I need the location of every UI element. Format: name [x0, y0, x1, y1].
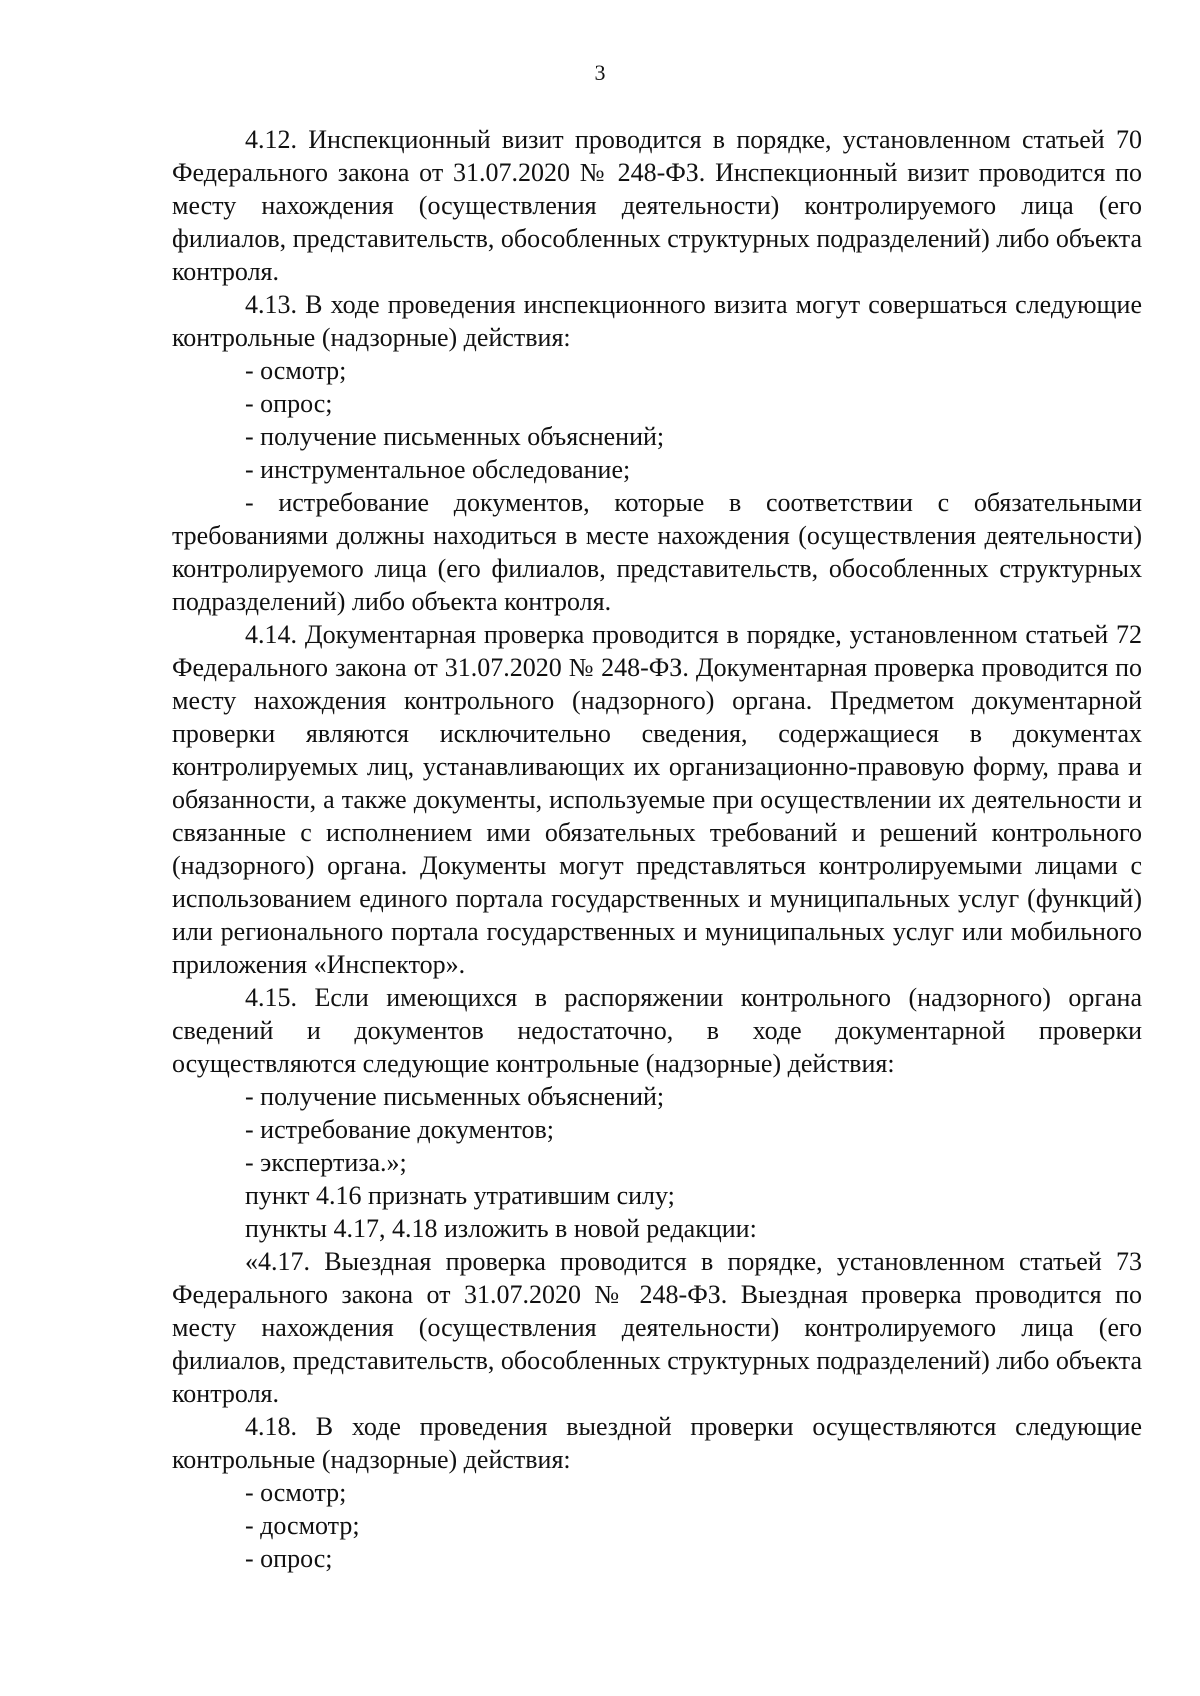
document-body	[172, 123, 1142, 1575]
list-item: - получение письменных объяснений;	[245, 1082, 665, 1111]
list-item: - опрос;	[245, 1544, 333, 1573]
list-item: - осмотр;	[245, 1478, 347, 1507]
list-item: - истребование документов;	[245, 1115, 554, 1144]
paragraph-4-13: 4.13. В ходе проведения инспекционного визита могут совершаться следующие контрольные (надзорные) действия:	[172, 290, 1142, 352]
paragraph-4-15: 4.15. Если имеющихся в распоряжении контрольного (надзорного) органа сведений и документов недостаточно, в ходе документарной проверки осуществляются следующие контрольные (надзорные) действия:	[172, 983, 1142, 1078]
paragraph-4-18: 4.18. В ходе проведения выездной проверки осуществляются следующие контрольные (надзорные) действия:	[172, 1412, 1142, 1474]
list-item: - досмотр;	[245, 1511, 360, 1540]
amendment-line: пункт 4.16 признать утратившим силу;	[245, 1181, 675, 1210]
paragraph-4-17: «4.17. Выездная проверка проводится в порядке, установленном статьей 73 Федерального закона от 31.07.2020 № 248-ФЗ. Выездная проверка проводится по месту нахождения (осуществления деятельности) контролируемого лица (его филиалов, представительств, обособленных структурных подразделений) либо объекта контроля.	[172, 1247, 1142, 1408]
list-item: - осмотр;	[245, 356, 347, 385]
list-item: - получение письменных объяснений;	[245, 422, 665, 451]
list-item-documents-request: - истребование документов, которые в соответствии с обязательными требованиями должны находиться в месте нахождения (осуществления деятельности) контролируемого лица (его филиалов, представительств, обособленных структурных подразделений) либо объекта контроля.	[172, 488, 1142, 616]
paragraph-4-12: 4.12. Инспекционный визит проводится в порядке, установленном статьей 70 Федерального закона от 31.07.2020 № 248-ФЗ. Инспекционный визит проводится по месту нахождения (осуществления деятельности) контролируемого лица (его филиалов, представительств, обособленных структурных подразделений) либо объекта контроля.	[172, 125, 1142, 286]
list-item: - экспертиза.»;	[245, 1148, 407, 1177]
page-number: 3	[594, 60, 606, 85]
list-item: - опрос;	[245, 389, 333, 418]
amendment-line: пункты 4.17, 4.18 изложить в новой редакции:	[245, 1214, 757, 1243]
paragraph-4-14: 4.14. Документарная проверка проводится в порядке, установленном статьей 72 Федерального закона от 31.07.2020 № 248-ФЗ. Документарная проверка проводится по месту нахождения контрольного (надзорного) органа. Предметом документарной проверки являются исключительно сведения, содержащиеся в документах контролируемых лиц, устанавливающих их организационно-правовую форму, права и обязанности, а также документы, используемые при осуществлении их деятельности и связанные с исполнением ими обязательных требований и решений контрольного (надзорного) органа. Документы могут представляться контролируемыми лицами с использованием единого портала государственных и муниципальных услуг (функций) или регионального портала государственных и муниципальных услуг или мобильного приложения «Инспектор».	[172, 620, 1142, 979]
list-item: - инструментальное обследование;	[245, 455, 631, 484]
